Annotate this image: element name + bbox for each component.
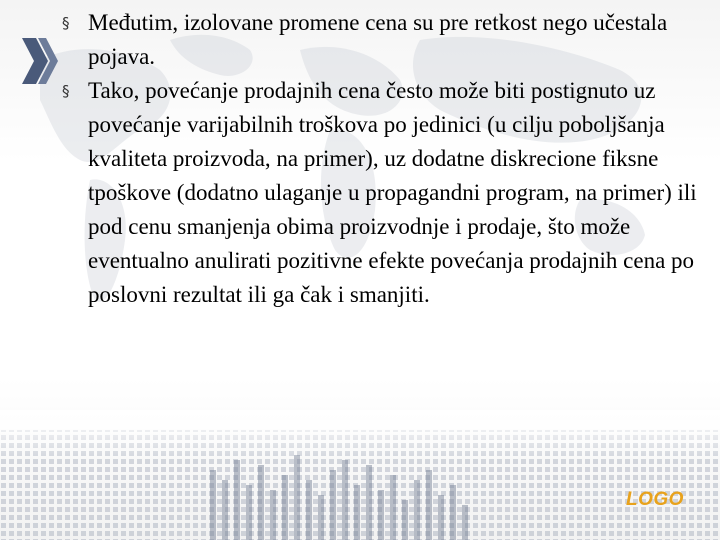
bullet-marker: §: [62, 82, 70, 100]
bullet-list: [62, 6, 712, 312]
chevron-icon: [20, 36, 60, 86]
bullet-text: Međutim, izolovane promene cena su pre retkost nego učestala pojava.: [88, 10, 668, 69]
bottom-pattern-band: [0, 410, 720, 540]
logo: LOGO: [626, 489, 684, 510]
bullet-marker: §: [62, 14, 70, 32]
bullet-text: Tako, povećanje prodajnih cena često može biti postignuto uz povećanje varijabilnih troškova po jedinici (u cilju poboljšanja kvaliteta proizvoda, na primer), uz dodatne diskrecione fiksne tpoškove (dodatno ulaganje u propagandni program, na primer) ili pod cenu smanjenja obima proizvodnje i prodaje, što može eventualno anulirati pozitivne efekte povećanja prodajnih cena po poslovni rezultat ili ga čak i smanjiti.: [88, 78, 697, 307]
bullet-item: [62, 74, 712, 312]
bullet-item: [62, 6, 712, 74]
